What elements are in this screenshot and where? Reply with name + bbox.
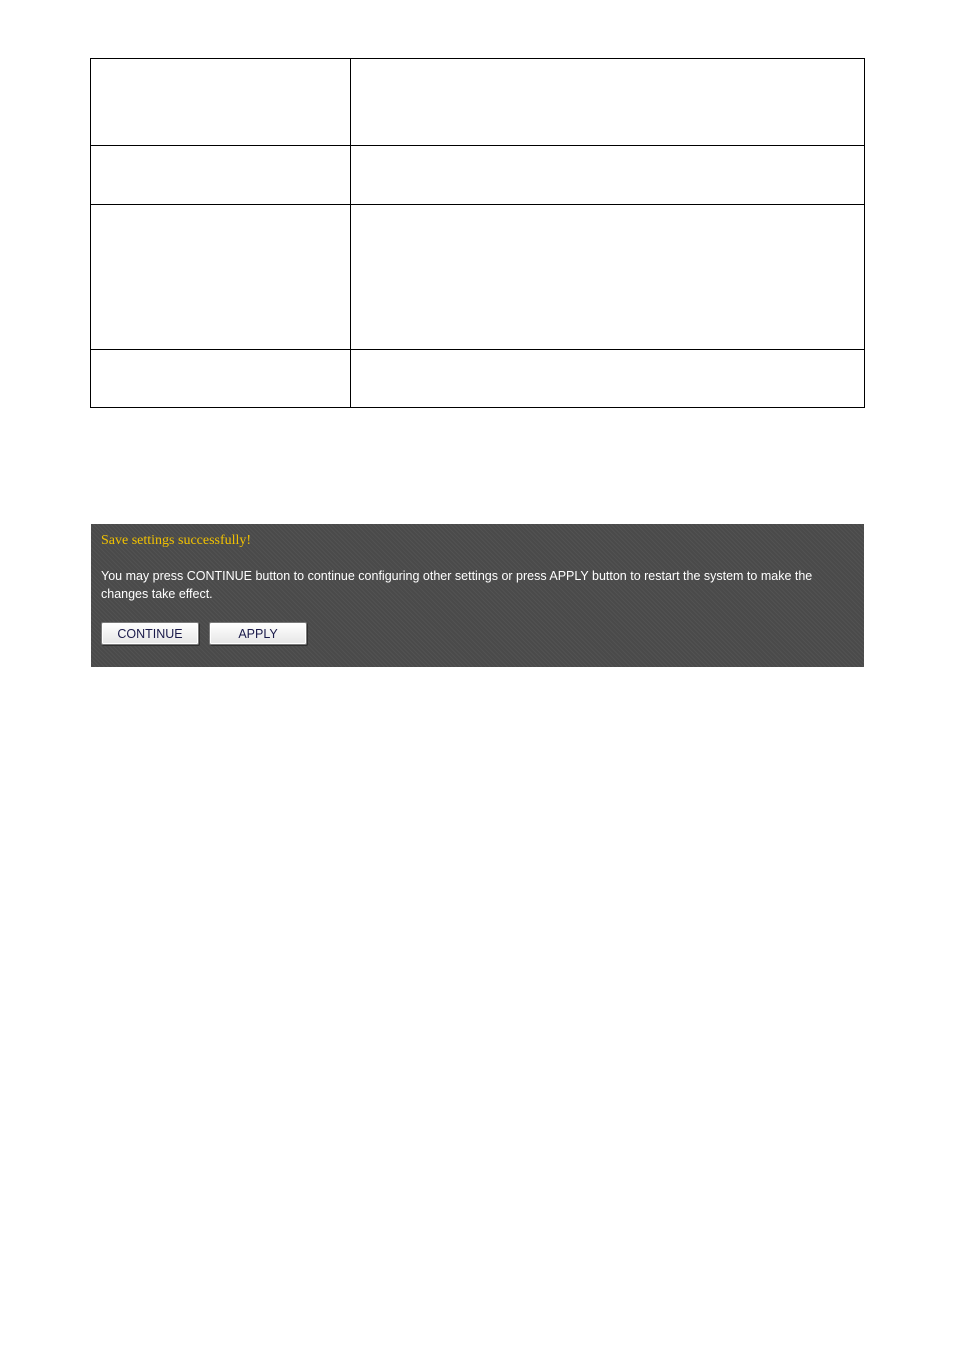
table-row bbox=[91, 146, 865, 205]
save-success-title: Save settings successfully! bbox=[101, 533, 252, 548]
apply-button[interactable]: APPLY bbox=[209, 622, 307, 645]
table-cell-label bbox=[91, 59, 351, 146]
continue-button[interactable]: CONTINUE bbox=[101, 622, 199, 645]
table-cell-description bbox=[351, 350, 865, 408]
table-cell-label bbox=[91, 146, 351, 205]
table-cell-label bbox=[91, 205, 351, 350]
table-cell-label bbox=[91, 350, 351, 408]
table-row bbox=[91, 205, 865, 350]
save-instructions-text: You may press CONTINUE button to continue configuring other settings or press APPLY button to restart the system to make the changes take effect. bbox=[101, 569, 813, 601]
settings-description-table bbox=[90, 58, 865, 408]
action-button-row bbox=[101, 622, 854, 645]
table-cell-description bbox=[351, 146, 865, 205]
table-cell-description bbox=[351, 205, 865, 350]
table-row bbox=[91, 59, 865, 146]
save-settings-panel bbox=[91, 524, 864, 667]
table-cell-description bbox=[351, 59, 865, 146]
table-row bbox=[91, 350, 865, 408]
